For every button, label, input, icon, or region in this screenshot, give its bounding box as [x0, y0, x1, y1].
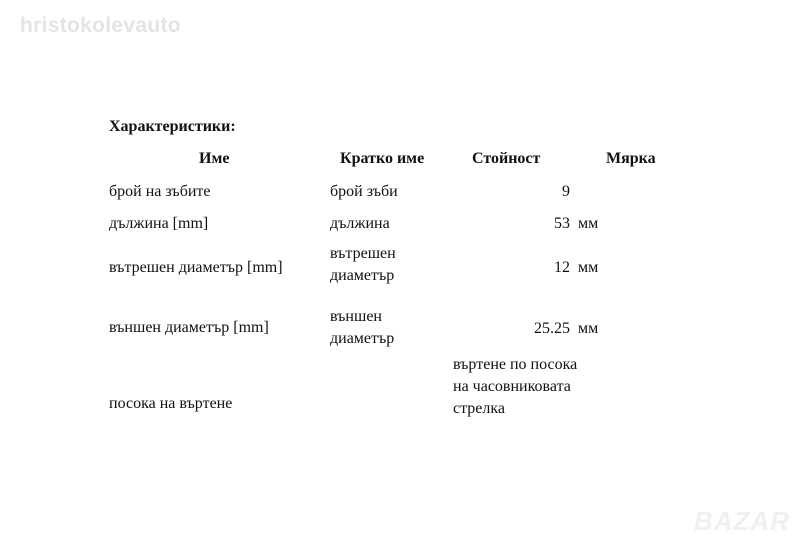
row-2-unit: мм	[578, 215, 599, 232]
bazar-logo: BAZAR	[694, 506, 790, 536]
header-short-name: Кратко име	[340, 150, 425, 167]
row-1-short: брой зъби	[330, 183, 398, 200]
header-unit: Мярка	[606, 150, 656, 167]
row-1-name: брой на зъбите	[109, 183, 211, 200]
row-5-name: посока на въртене	[109, 395, 233, 412]
row-2-value: 53	[554, 215, 570, 232]
row-1-value: 9	[562, 183, 570, 200]
row-4-name: външен диаметър [mm]	[109, 319, 269, 336]
row-4-value: 25.25	[534, 320, 570, 337]
row-2-short: дължина	[330, 215, 390, 232]
row-3-short: вътрешен диаметър	[330, 245, 396, 284]
row-3-value: 12	[554, 259, 570, 276]
row-2-name: дължина [mm]	[109, 215, 209, 232]
header-value: Стойност	[472, 150, 541, 167]
watermark-text: hristokolevauto	[20, 14, 181, 37]
section-title: Характеристики:	[109, 118, 236, 135]
row-4-unit: мм	[578, 320, 599, 337]
row-5-value: въртене по посока на часовниковата стрелка	[453, 356, 578, 417]
row-4-short: външен диаметър	[330, 308, 395, 347]
row-3-name: вътрешен диаметър [mm]	[109, 259, 283, 276]
row-3-unit: мм	[578, 259, 599, 276]
header-name: Име	[199, 150, 230, 167]
